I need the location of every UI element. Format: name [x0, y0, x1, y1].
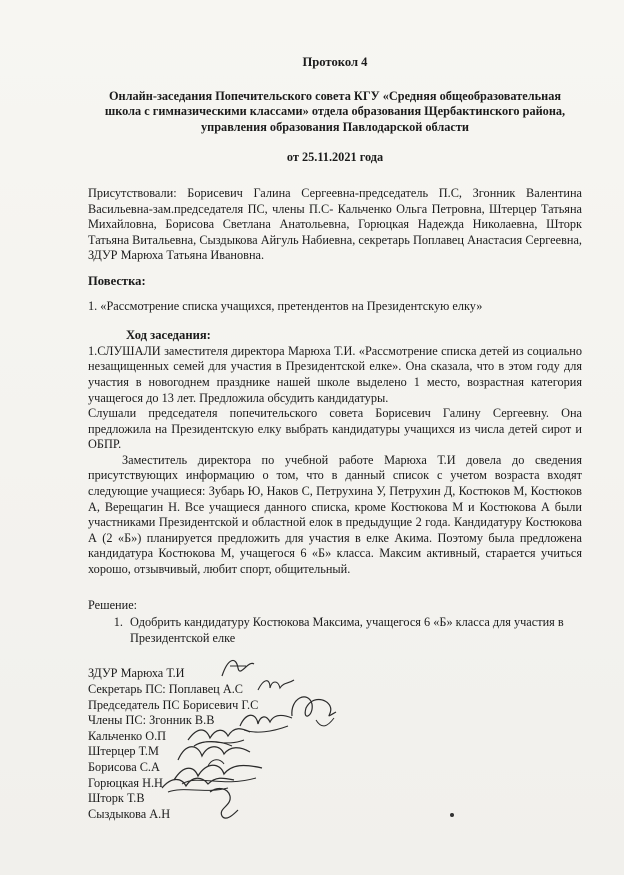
subtitle-line-1: Онлайн-заседания Попечительского совета КГУ «Средняя общеобразовательная	[108, 88, 561, 103]
decision-heading: Решение:	[88, 597, 138, 612]
signature-line: Штерцер Т.М	[88, 744, 159, 759]
document-subtitle	[88, 89, 582, 136]
signature-line: ЗДУР Марюха Т.И	[88, 666, 185, 681]
course-paragraph-3: Заместитель директора по учебной работе Марюха Т.И довела до сведения присутствующих информацию о том, что в данный список с учетом возраста входят следующие учащиеся: Зубарь Ю, Наков С, Петрухина У, Петрухин Д, Костюков М, Костюков А, Верещагин Н. Все учащиеся данного списка, кроме Костюкова М и Костюкова А были участниками Президентской и областной елок в предыдущие 2 года. Кандидатуру Костюкова А (2 «Б») планируется предложить для участия в елке Акима. Поэтому была предложена кандидатура Костюкова М, учащегося 6 «Б» класса. Максим активный, старается учиться хорошо, отзывчивый, любит спорт, общительный.	[88, 452, 582, 577]
decision-item: 1. Одобрить кандидатуру Костюкова Максима, учащегося 6 «Б» класса для участия в Президентской елке	[126, 615, 582, 646]
document-title: Протокол 4	[302, 55, 368, 69]
signature-line: Кальченко О.П	[88, 728, 167, 743]
decision-list	[88, 615, 582, 646]
signature-line: Горюцкая Н.Н	[88, 775, 163, 790]
signature-line: Сыздыкова А.Н	[88, 806, 171, 821]
course-paragraph-1: 1.СЛУШАЛИ заместителя директора Марюха Т.И. «Рассмотрение списка детей из социально незащищенных семей для участия в Президентской елке». Она сказала, что в этом году для участия в новогоднем празднике нашей школе выделено 1 место, возрастная категория учащегося до 13 лет. Предложила обсудить кандидатуры.	[88, 343, 582, 405]
signature-line: Секретарь ПС: Поплавец А.С	[88, 682, 243, 696]
attendees-paragraph: Присутствовали: Борисевич Галина Сергеевна-председатель П.С, Згонник Валентина Васильевна-зам.председателя ПС, члены П.С- Кальченко Ольга Петровна, Штерцер Татьяна Михайловна, Борисова Светлана Анатольевна, Горюцкая Надежда Николаевна, Шторк Татьяна Витальевна, Сыздыкова Айгуль Набиевна, секретарь Поплавец Анастасия Сергеевна, ЗДУР Марюха Татьяна Ивановна.	[88, 185, 582, 263]
agenda-item: 1. «Рассмотрение списка учащихся, претендентов на Президентскую елку»	[88, 298, 483, 313]
signature-line: Шторк Т.В	[88, 791, 145, 806]
document-date: от 25.11.2021 года	[286, 150, 384, 165]
signature-scribble-9	[204, 784, 244, 824]
subtitle-line-2: школа с гимназическими классами» отдела образования Щербактинского района,	[104, 104, 566, 119]
subtitle-line-3: управления образования Павлодарской области	[200, 119, 470, 134]
paper-speck	[450, 813, 454, 817]
signature-block	[88, 666, 582, 822]
signature-line: Члены ПС: Згонник В.В	[88, 713, 215, 728]
signature-line: Председатель ПС Борисевич Г.С	[88, 697, 259, 712]
course-heading: Ход заседания:	[126, 328, 211, 343]
signature-scribble-1	[218, 654, 258, 682]
agenda-heading: Повестка:	[88, 273, 146, 288]
signature-line: Борисова С.А	[88, 759, 160, 774]
course-paragraph-2: Слушали председателя попечительского совета Борисевич Галину Сергеевну. Она предложила на Президентскую елку выбрать кандидатуры учащихся из числа детей сирот и ОБПР.	[88, 406, 582, 452]
